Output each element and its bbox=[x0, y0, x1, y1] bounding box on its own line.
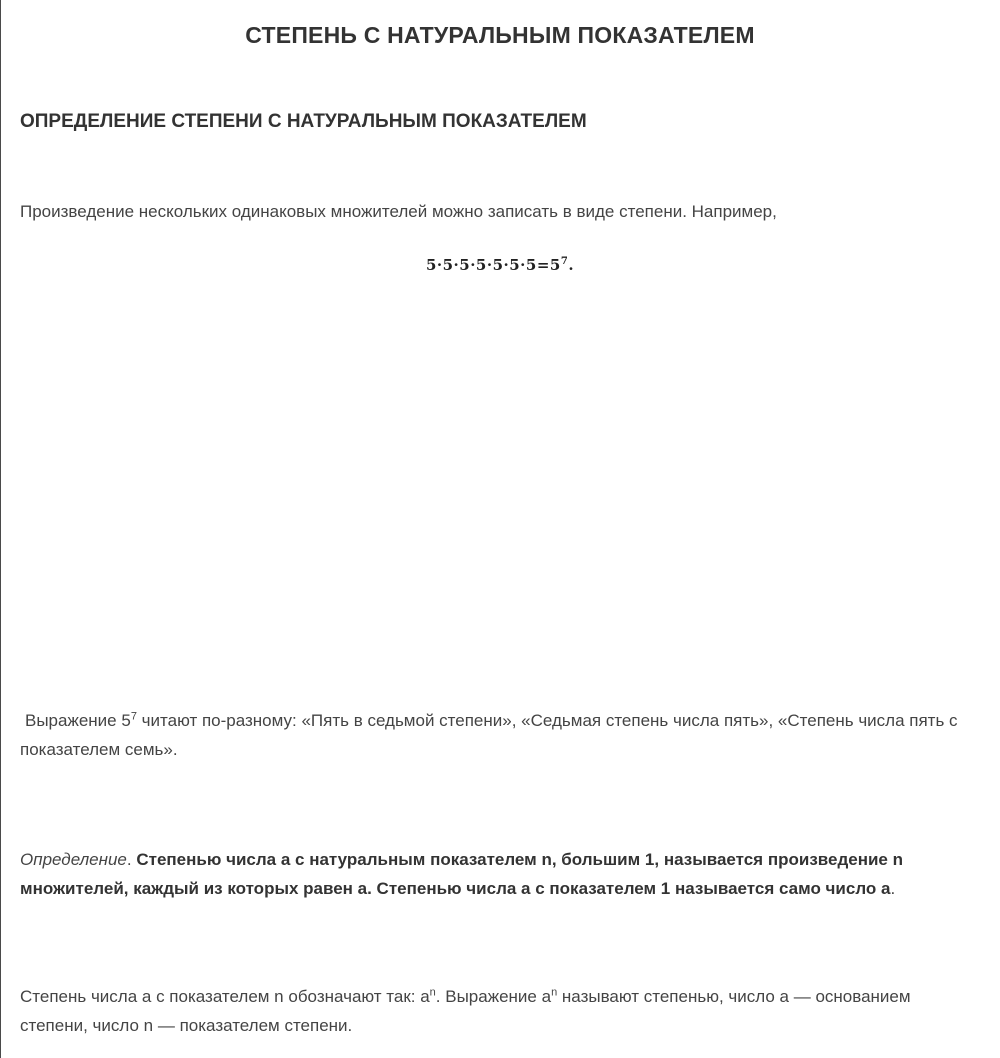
intro-paragraph: Произведение нескольких одинаковых множителей можно записать в виде степени. Например, bbox=[20, 202, 777, 221]
notation-paragraph bbox=[20, 982, 980, 1040]
notation-sup-1: n bbox=[429, 986, 436, 999]
page-title: СТЕПЕНЬ С НАТУРАЛЬНЫМ ПОКАЗАТЕЛЕМ bbox=[245, 22, 755, 48]
definition-paragraph bbox=[20, 845, 980, 903]
reading-text-rest: читают по-разному: «Пять в седьмой степени», «Седьмая степень числа пять», «Степень числа пять с показателем семь». bbox=[20, 711, 958, 759]
formula-exponent: 7 bbox=[560, 256, 569, 267]
notation-sup-2: n bbox=[551, 986, 558, 999]
formula-end: . bbox=[568, 256, 575, 274]
formula-product: 5·5·5·5·5·5·5=5 bbox=[425, 256, 561, 274]
definition-end: . bbox=[890, 879, 896, 898]
notation-text-1: Степень числа a с показателем n обозначают так: a bbox=[20, 987, 430, 1006]
section-title: ОПРЕДЕЛЕНИЕ СТЕПЕНИ С НАТУРАЛЬНЫМ ПОКАЗАТЕЛЕМ bbox=[20, 111, 587, 132]
definition-label-punct: . bbox=[126, 850, 137, 869]
reading-text-start: Выражение 5 bbox=[25, 711, 131, 730]
reading-paragraph bbox=[20, 706, 980, 764]
left-border-line bbox=[0, 0, 1, 1058]
notation-text-2: . Выражение a bbox=[435, 987, 552, 1006]
definition-label: Определение bbox=[20, 850, 127, 869]
notation-text-3: называют степенью, число a — основанием степени, число n — показателем степени. bbox=[20, 987, 911, 1035]
power-formula bbox=[0, 256, 1000, 274]
reading-exponent: 7 bbox=[130, 710, 137, 723]
definition-body: Степенью числа a с натуральным показателем n, большим 1, называется произведение n множителей, каждый из которых равен a. Степенью числа a с показателем 1 называется само число a bbox=[20, 850, 903, 898]
